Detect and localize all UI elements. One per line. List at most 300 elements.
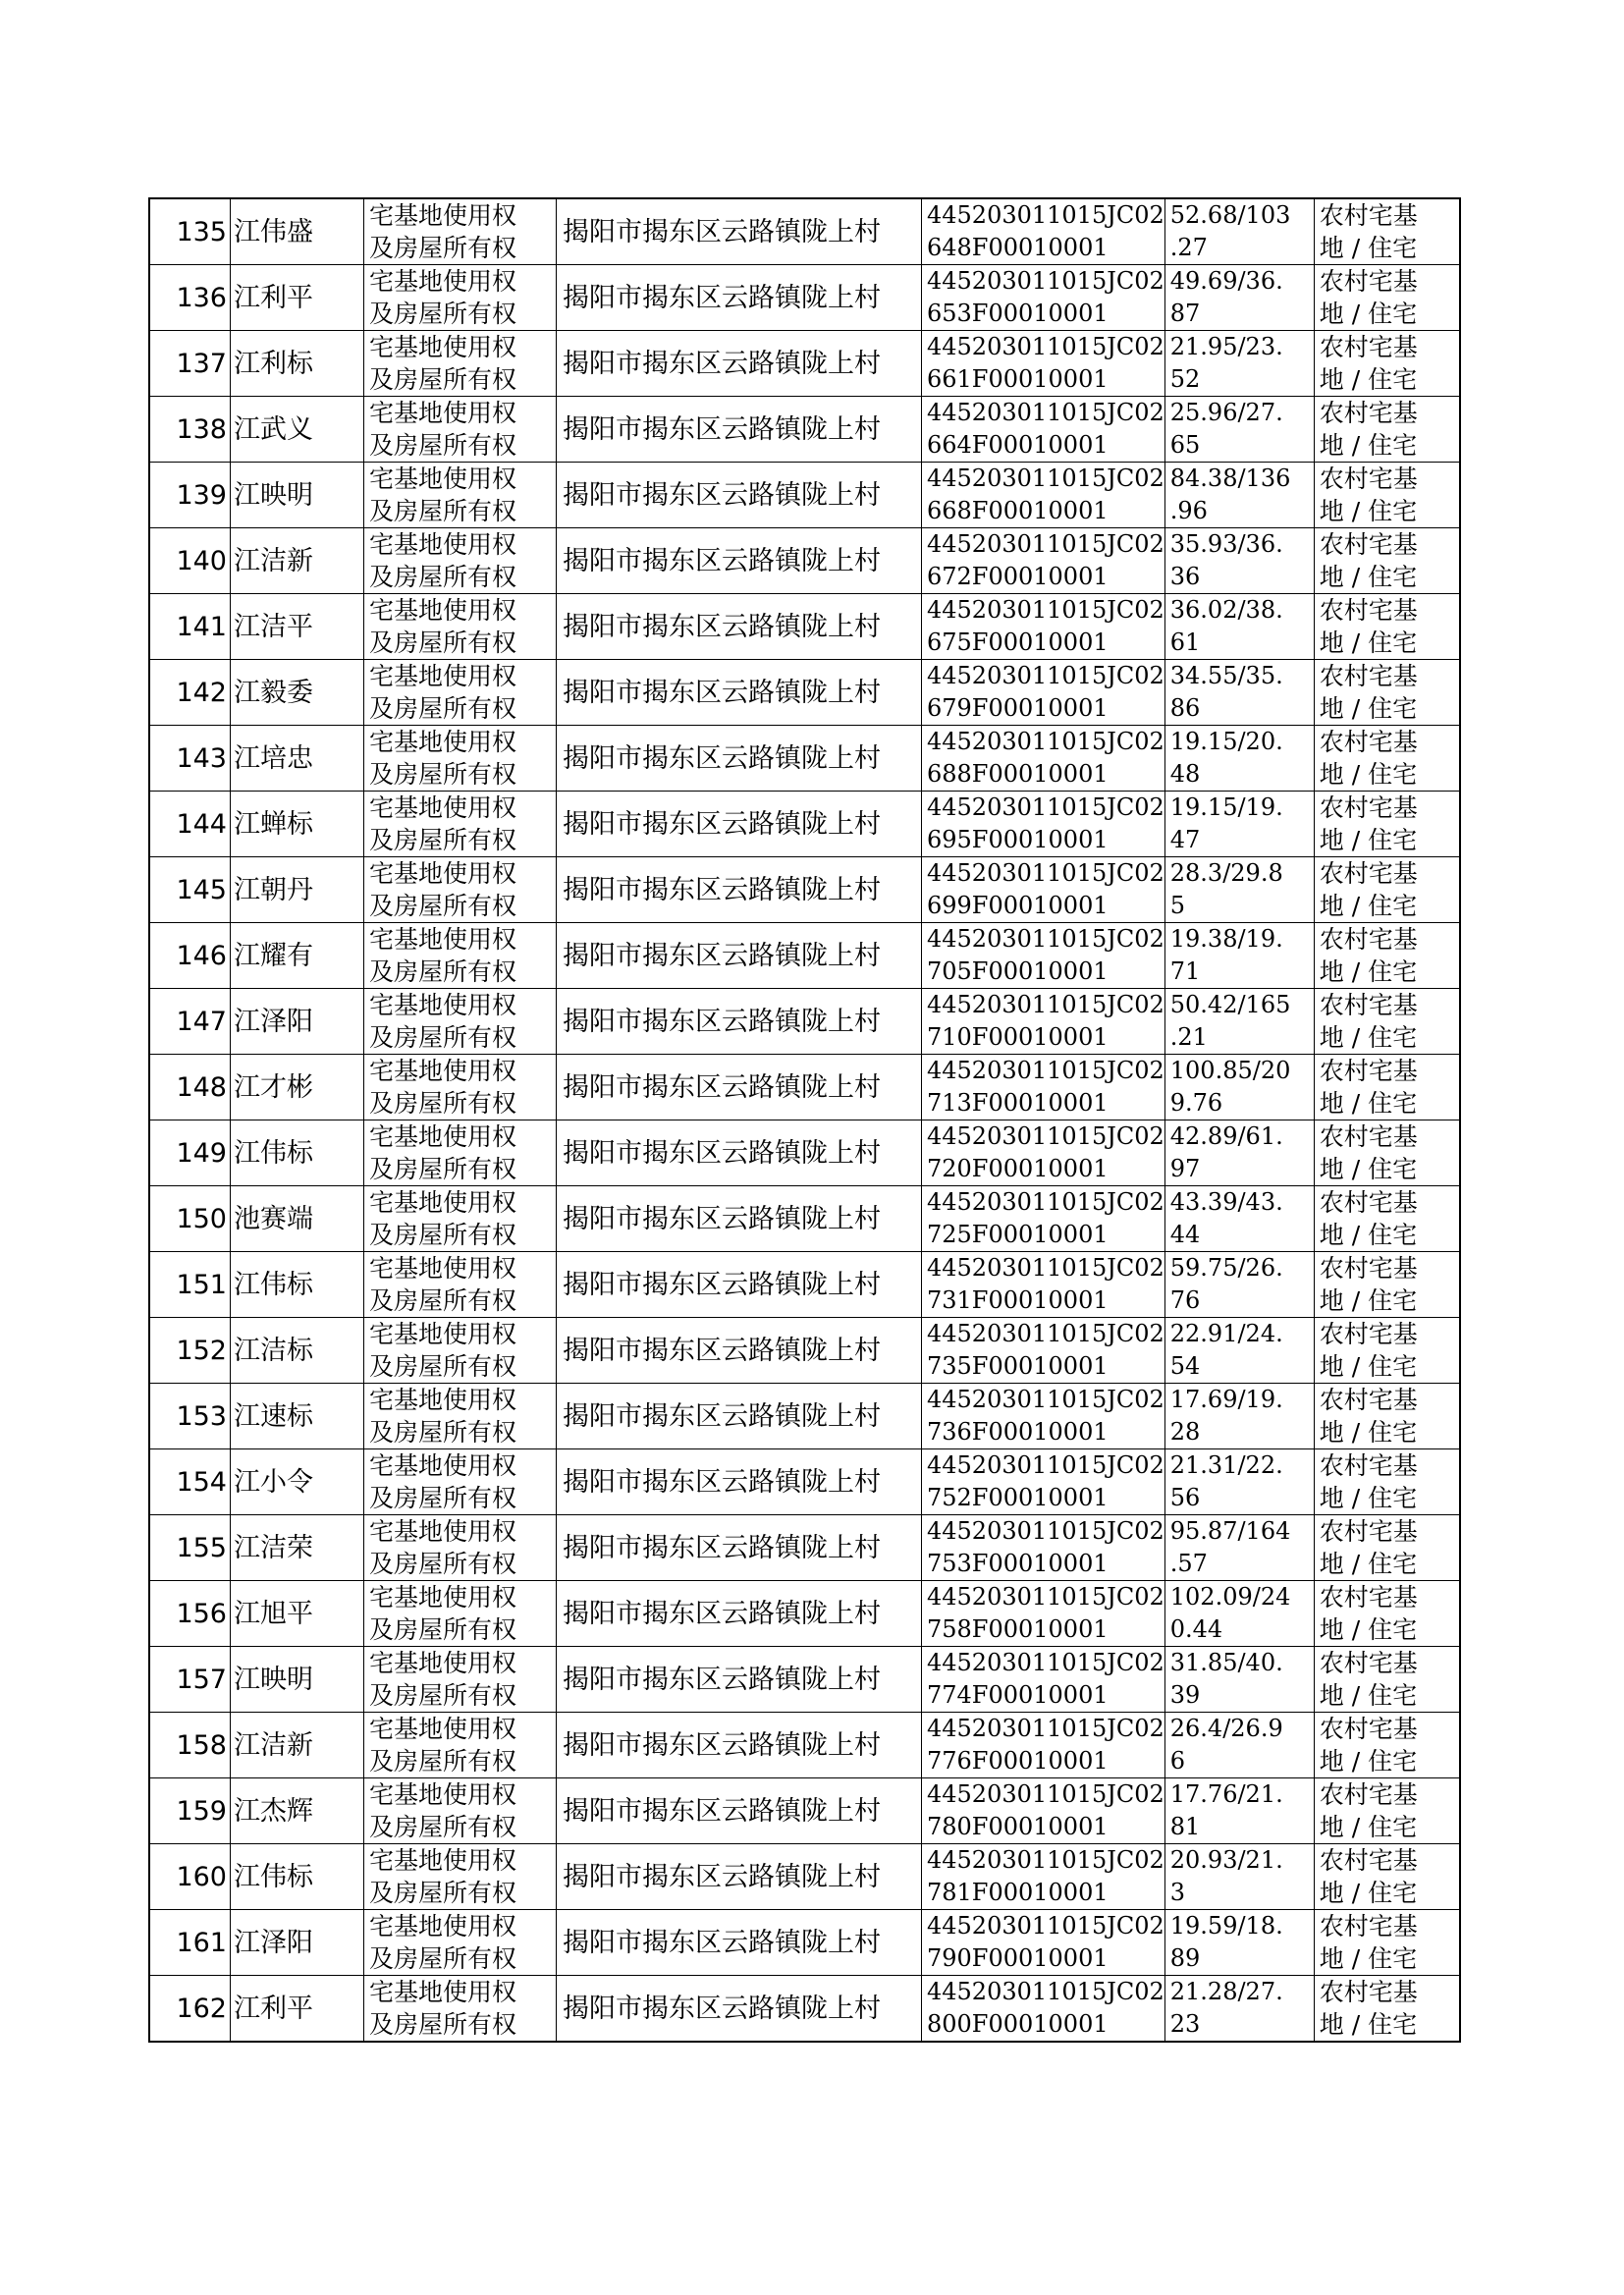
owner-name-cell: 江洁标 <box>231 1318 364 1384</box>
unit-number-line-2: 668F00010001 <box>927 497 1109 524</box>
owner-name-cell: 江利标 <box>231 331 364 397</box>
unit-number-cell <box>922 463 1165 528</box>
area-line-2: 44 <box>1169 1221 1201 1248</box>
area-line-1: 42.89/61. <box>1169 1122 1283 1150</box>
unit-number-cell <box>922 1515 1165 1581</box>
right-type-line-2: 及房屋所有权 <box>369 1089 517 1118</box>
unit-number-cell <box>922 792 1165 857</box>
area-line-2: 0.44 <box>1169 1615 1223 1643</box>
row-number-cell: 158 <box>149 1713 231 1778</box>
unit-number-cell <box>922 1384 1165 1449</box>
table-row <box>149 726 1460 792</box>
unit-number-line-1: 445203011015JC02 <box>927 201 1164 229</box>
unit-number-line-1: 445203011015JC02 <box>927 530 1164 558</box>
right-type-line-1: 宅基地使用权 <box>369 1846 517 1875</box>
right-type-line-2: 及房屋所有权 <box>369 1879 517 1907</box>
location-cell: 揭阳市揭东区云路镇陇上村 <box>557 1055 922 1120</box>
usage-line-1: 农村宅基 <box>1319 1649 1418 1677</box>
right-type-line-2: 及房屋所有权 <box>369 1681 517 1710</box>
usage-cell <box>1314 1778 1460 1844</box>
right-type-line-1: 宅基地使用权 <box>369 859 517 888</box>
right-type-line-2: 及房屋所有权 <box>369 628 517 657</box>
usage-line-2: 地 / 住宅 <box>1319 1484 1418 1512</box>
usage-line-1: 农村宅基 <box>1319 793 1418 822</box>
right-type-line-1: 宅基地使用权 <box>369 333 517 361</box>
usage-line-2: 地 / 住宅 <box>1319 234 1418 262</box>
usage-cell <box>1314 857 1460 923</box>
unit-number-line-2: 780F00010001 <box>927 1813 1109 1840</box>
row-number-cell: 146 <box>149 923 231 989</box>
usage-line-2: 地 / 住宅 <box>1319 1550 1418 1578</box>
unit-number-cell <box>922 1120 1165 1186</box>
unit-number-line-1: 445203011015JC02 <box>927 1583 1164 1611</box>
unit-number-line-1: 445203011015JC02 <box>927 1715 1164 1742</box>
right-type-cell <box>364 1515 557 1581</box>
right-type-line-2: 及房屋所有权 <box>369 1023 517 1052</box>
area-line-1: 84.38/136 <box>1169 464 1291 492</box>
usage-line-2: 地 / 住宅 <box>1319 957 1418 986</box>
unit-number-line-2: 725F00010001 <box>927 1221 1109 1248</box>
unit-number-line-1: 445203011015JC02 <box>927 1846 1164 1874</box>
unit-number-line-1: 445203011015JC02 <box>927 991 1164 1018</box>
location-cell: 揭阳市揭东区云路镇陇上村 <box>557 923 922 989</box>
right-type-line-2: 及房屋所有权 <box>369 760 517 789</box>
unit-number-line-1: 445203011015JC02 <box>927 793 1164 821</box>
usage-line-2: 地 / 住宅 <box>1319 1615 1418 1644</box>
row-number-cell: 159 <box>149 1778 231 1844</box>
unit-number-cell <box>922 726 1165 792</box>
area-line-2: 39 <box>1169 1681 1201 1709</box>
usage-cell <box>1314 660 1460 726</box>
unit-number-line-2: 720F00010001 <box>927 1155 1109 1182</box>
area-cell <box>1164 331 1314 397</box>
usage-cell <box>1314 265 1460 331</box>
location-cell: 揭阳市揭东区云路镇陇上村 <box>557 857 922 923</box>
location-cell: 揭阳市揭东区云路镇陇上村 <box>557 1120 922 1186</box>
area-line-2: 54 <box>1169 1352 1201 1380</box>
unit-number-line-1: 445203011015JC02 <box>927 925 1164 953</box>
area-line-2: 9.76 <box>1169 1089 1223 1117</box>
unit-number-line-1: 445203011015JC02 <box>927 596 1164 624</box>
right-type-cell <box>364 1252 557 1318</box>
usage-line-2: 地 / 住宅 <box>1319 892 1418 920</box>
unit-number-line-2: 699F00010001 <box>927 892 1109 919</box>
registry-table <box>148 197 1461 2043</box>
table-row <box>149 265 1460 331</box>
usage-line-2: 地 / 住宅 <box>1319 431 1418 460</box>
table-row <box>149 660 1460 726</box>
table-row <box>149 1120 1460 1186</box>
area-line-2: 6 <box>1169 1747 1186 1775</box>
area-line-2: 87 <box>1169 300 1201 327</box>
right-type-line-1: 宅基地使用权 <box>369 662 517 690</box>
right-type-line-2: 及房屋所有权 <box>369 957 517 986</box>
right-type-cell <box>364 923 557 989</box>
usage-line-1: 农村宅基 <box>1319 530 1418 559</box>
unit-number-cell <box>922 660 1165 726</box>
right-type-line-2: 及房屋所有权 <box>369 431 517 460</box>
usage-line-2: 地 / 住宅 <box>1319 1155 1418 1183</box>
row-number-cell: 148 <box>149 1055 231 1120</box>
usage-line-2: 地 / 住宅 <box>1319 1681 1418 1710</box>
unit-number-line-1: 445203011015JC02 <box>927 859 1164 887</box>
right-type-cell <box>364 1976 557 2043</box>
usage-line-1: 农村宅基 <box>1319 662 1418 690</box>
right-type-line-1: 宅基地使用权 <box>369 793 517 822</box>
right-type-line-1: 宅基地使用权 <box>369 1912 517 1940</box>
area-cell <box>1164 726 1314 792</box>
unit-number-line-2: 736F00010001 <box>927 1418 1109 1446</box>
usage-cell <box>1314 923 1460 989</box>
unit-number-cell <box>922 1318 1165 1384</box>
area-line-1: 102.09/24 <box>1169 1583 1291 1611</box>
location-cell: 揭阳市揭东区云路镇陇上村 <box>557 1713 922 1778</box>
location-cell: 揭阳市揭东区云路镇陇上村 <box>557 397 922 463</box>
right-type-cell <box>364 660 557 726</box>
unit-number-cell <box>922 331 1165 397</box>
usage-cell <box>1314 1844 1460 1910</box>
usage-line-1: 农村宅基 <box>1319 1780 1418 1809</box>
usage-line-1: 农村宅基 <box>1319 1451 1418 1480</box>
table-row <box>149 594 1460 660</box>
area-cell <box>1164 1844 1314 1910</box>
area-cell <box>1164 1252 1314 1318</box>
area-line-1: 31.85/40. <box>1169 1649 1283 1676</box>
unit-number-line-2: 679F00010001 <box>927 694 1109 722</box>
unit-number-line-2: 675F00010001 <box>927 628 1109 656</box>
location-cell: 揭阳市揭东区云路镇陇上村 <box>557 1252 922 1318</box>
right-type-cell <box>364 1910 557 1976</box>
unit-number-line-2: 758F00010001 <box>927 1615 1109 1643</box>
table-row <box>149 1318 1460 1384</box>
area-line-2: 5 <box>1169 892 1186 919</box>
location-cell: 揭阳市揭东区云路镇陇上村 <box>557 726 922 792</box>
table-row <box>149 1186 1460 1252</box>
area-cell <box>1164 397 1314 463</box>
area-line-2: 76 <box>1169 1286 1201 1314</box>
owner-name-cell: 江杰辉 <box>231 1778 364 1844</box>
location-cell: 揭阳市揭东区云路镇陇上村 <box>557 1186 922 1252</box>
row-number-cell: 135 <box>149 198 231 265</box>
right-type-line-2: 及房屋所有权 <box>369 1813 517 1841</box>
area-cell <box>1164 1318 1314 1384</box>
unit-number-line-2: 774F00010001 <box>927 1681 1109 1709</box>
area-line-2: 97 <box>1169 1155 1201 1182</box>
table-row <box>149 1713 1460 1778</box>
table-row <box>149 463 1460 528</box>
right-type-line-1: 宅基地使用权 <box>369 201 517 230</box>
row-number-cell: 150 <box>149 1186 231 1252</box>
owner-name-cell: 池赛端 <box>231 1186 364 1252</box>
owner-name-cell: 江映明 <box>231 1647 364 1713</box>
owner-name-cell: 江蝉标 <box>231 792 364 857</box>
usage-line-1: 农村宅基 <box>1319 399 1418 427</box>
right-type-line-1: 宅基地使用权 <box>369 1386 517 1414</box>
usage-line-2: 地 / 住宅 <box>1319 497 1418 525</box>
location-cell: 揭阳市揭东区云路镇陇上村 <box>557 792 922 857</box>
right-type-line-2: 及房屋所有权 <box>369 234 517 262</box>
area-cell <box>1164 660 1314 726</box>
right-type-line-1: 宅基地使用权 <box>369 267 517 296</box>
right-type-cell <box>364 1581 557 1647</box>
owner-name-cell: 江才彬 <box>231 1055 364 1120</box>
usage-line-1: 农村宅基 <box>1319 1386 1418 1414</box>
usage-line-1: 农村宅基 <box>1319 1583 1418 1612</box>
area-cell <box>1164 857 1314 923</box>
right-type-line-2: 及房屋所有权 <box>369 1615 517 1644</box>
usage-line-1: 农村宅基 <box>1319 1320 1418 1348</box>
usage-line-1: 农村宅基 <box>1319 1912 1418 1940</box>
unit-number-cell <box>922 989 1165 1055</box>
area-line-2: 48 <box>1169 760 1201 788</box>
right-type-line-1: 宅基地使用权 <box>369 728 517 756</box>
unit-number-cell <box>922 397 1165 463</box>
area-line-2: 86 <box>1169 694 1201 722</box>
right-type-cell <box>364 1844 557 1910</box>
right-type-line-2: 及房屋所有权 <box>369 1418 517 1447</box>
row-number-cell: 155 <box>149 1515 231 1581</box>
location-cell: 揭阳市揭东区云路镇陇上村 <box>557 1647 922 1713</box>
area-line-2: 23 <box>1169 2010 1201 2038</box>
owner-name-cell: 江培忠 <box>231 726 364 792</box>
usage-line-1: 农村宅基 <box>1319 201 1418 230</box>
unit-number-line-1: 445203011015JC02 <box>927 1320 1164 1347</box>
row-number-cell: 136 <box>149 265 231 331</box>
unit-number-line-1: 445203011015JC02 <box>927 1649 1164 1676</box>
row-number-cell: 162 <box>149 1976 231 2043</box>
usage-line-2: 地 / 住宅 <box>1319 1286 1418 1315</box>
right-type-cell <box>364 265 557 331</box>
area-line-1: 26.4/26.9 <box>1169 1715 1283 1742</box>
area-cell <box>1164 528 1314 594</box>
right-type-line-2: 及房屋所有权 <box>369 1484 517 1512</box>
owner-name-cell: 江利平 <box>231 265 364 331</box>
area-line-1: 22.91/24. <box>1169 1320 1283 1347</box>
unit-number-cell <box>922 1581 1165 1647</box>
area-cell <box>1164 463 1314 528</box>
area-line-2: .21 <box>1169 1023 1208 1051</box>
row-number-cell: 141 <box>149 594 231 660</box>
row-number-cell: 152 <box>149 1318 231 1384</box>
usage-cell <box>1314 1318 1460 1384</box>
owner-name-cell: 江速标 <box>231 1384 364 1449</box>
right-type-cell <box>364 397 557 463</box>
right-type-line-1: 宅基地使用权 <box>369 1320 517 1348</box>
unit-number-line-1: 445203011015JC02 <box>927 1386 1164 1413</box>
table-row <box>149 1647 1460 1713</box>
usage-line-1: 农村宅基 <box>1319 1057 1418 1085</box>
right-type-cell <box>364 1647 557 1713</box>
usage-line-1: 农村宅基 <box>1319 464 1418 493</box>
area-line-1: 19.15/19. <box>1169 793 1283 821</box>
area-line-1: 19.15/20. <box>1169 728 1283 755</box>
right-type-cell <box>364 1186 557 1252</box>
table-row <box>149 397 1460 463</box>
row-number-cell: 154 <box>149 1449 231 1515</box>
location-cell: 揭阳市揭东区云路镇陇上村 <box>557 1976 922 2043</box>
usage-cell <box>1314 463 1460 528</box>
usage-cell <box>1314 594 1460 660</box>
usage-line-1: 农村宅基 <box>1319 991 1418 1019</box>
row-number-cell: 144 <box>149 792 231 857</box>
area-line-1: 20.93/21. <box>1169 1846 1283 1874</box>
row-number-cell: 143 <box>149 726 231 792</box>
area-line-1: 19.38/19. <box>1169 925 1283 953</box>
owner-name-cell: 江洁荣 <box>231 1515 364 1581</box>
right-type-line-2: 及房屋所有权 <box>369 365 517 394</box>
unit-number-line-1: 445203011015JC02 <box>927 1517 1164 1545</box>
right-type-cell <box>364 1120 557 1186</box>
right-type-cell <box>364 1713 557 1778</box>
usage-line-1: 农村宅基 <box>1319 1978 1418 2006</box>
right-type-cell <box>364 528 557 594</box>
row-number-cell: 153 <box>149 1384 231 1449</box>
row-number-cell: 149 <box>149 1120 231 1186</box>
row-number-cell: 139 <box>149 463 231 528</box>
owner-name-cell: 江伟盛 <box>231 198 364 265</box>
usage-cell <box>1314 397 1460 463</box>
area-line-2: .27 <box>1169 234 1208 261</box>
area-cell <box>1164 1976 1314 2043</box>
owner-name-cell: 江洁新 <box>231 1713 364 1778</box>
area-cell <box>1164 1515 1314 1581</box>
area-cell <box>1164 198 1314 265</box>
usage-line-1: 农村宅基 <box>1319 1254 1418 1283</box>
table-body <box>149 198 1460 2042</box>
usage-cell <box>1314 726 1460 792</box>
area-cell <box>1164 265 1314 331</box>
area-cell <box>1164 792 1314 857</box>
usage-cell <box>1314 1252 1460 1318</box>
area-line-2: .96 <box>1169 497 1208 524</box>
usage-line-2: 地 / 住宅 <box>1319 694 1418 723</box>
table-row <box>149 1515 1460 1581</box>
unit-number-line-2: 713F00010001 <box>927 1089 1109 1117</box>
row-number-cell: 160 <box>149 1844 231 1910</box>
owner-name-cell: 江映明 <box>231 463 364 528</box>
usage-cell <box>1314 1976 1460 2043</box>
usage-cell <box>1314 198 1460 265</box>
unit-number-line-2: 672F00010001 <box>927 563 1109 590</box>
owner-name-cell: 江洁平 <box>231 594 364 660</box>
area-line-2: .57 <box>1169 1550 1208 1577</box>
unit-number-line-2: 790F00010001 <box>927 1944 1109 1972</box>
row-number-cell: 142 <box>149 660 231 726</box>
right-type-line-1: 宅基地使用权 <box>369 1780 517 1809</box>
area-line-1: 28.3/29.8 <box>1169 859 1283 887</box>
right-type-line-1: 宅基地使用权 <box>369 464 517 493</box>
unit-number-cell <box>922 1252 1165 1318</box>
usage-line-2: 地 / 住宅 <box>1319 2010 1418 2039</box>
usage-line-2: 地 / 住宅 <box>1319 1944 1418 1973</box>
unit-number-cell <box>922 528 1165 594</box>
area-cell <box>1164 1120 1314 1186</box>
area-line-2: 71 <box>1169 957 1201 985</box>
right-type-cell <box>364 331 557 397</box>
table-row <box>149 923 1460 989</box>
unit-number-line-1: 445203011015JC02 <box>927 464 1164 492</box>
right-type-line-2: 及房屋所有权 <box>369 1352 517 1381</box>
unit-number-line-1: 445203011015JC02 <box>927 333 1164 360</box>
usage-line-2: 地 / 住宅 <box>1319 300 1418 328</box>
usage-cell <box>1314 1647 1460 1713</box>
unit-number-cell <box>922 857 1165 923</box>
table-row <box>149 1976 1460 2043</box>
location-cell: 揭阳市揭东区云路镇陇上村 <box>557 1515 922 1581</box>
unit-number-cell <box>922 1713 1165 1778</box>
unit-number-line-2: 664F00010001 <box>927 431 1109 459</box>
area-cell <box>1164 1581 1314 1647</box>
usage-cell <box>1314 1581 1460 1647</box>
table-row <box>149 1778 1460 1844</box>
area-line-1: 34.55/35. <box>1169 662 1283 689</box>
right-type-line-1: 宅基地使用权 <box>369 1517 517 1546</box>
usage-line-1: 农村宅基 <box>1319 267 1418 296</box>
right-type-line-1: 宅基地使用权 <box>369 1451 517 1480</box>
right-type-line-1: 宅基地使用权 <box>369 1254 517 1283</box>
unit-number-line-2: 710F00010001 <box>927 1023 1109 1051</box>
usage-cell <box>1314 1186 1460 1252</box>
unit-number-cell <box>922 265 1165 331</box>
usage-cell <box>1314 1120 1460 1186</box>
right-type-line-1: 宅基地使用权 <box>369 399 517 427</box>
unit-number-cell <box>922 1910 1165 1976</box>
area-line-1: 17.76/21. <box>1169 1780 1283 1808</box>
owner-name-cell: 江伟标 <box>231 1844 364 1910</box>
right-type-line-2: 及房屋所有权 <box>369 892 517 920</box>
area-cell <box>1164 1055 1314 1120</box>
unit-number-line-2: 695F00010001 <box>927 826 1109 853</box>
owner-name-cell: 江耀有 <box>231 923 364 989</box>
usage-cell <box>1314 528 1460 594</box>
usage-line-1: 农村宅基 <box>1319 859 1418 888</box>
usage-cell <box>1314 1449 1460 1515</box>
usage-cell <box>1314 1384 1460 1449</box>
table-row <box>149 857 1460 923</box>
usage-cell <box>1314 989 1460 1055</box>
usage-line-2: 地 / 住宅 <box>1319 1221 1418 1249</box>
right-type-cell <box>364 857 557 923</box>
unit-number-line-1: 445203011015JC02 <box>927 1451 1164 1479</box>
unit-number-line-2: 705F00010001 <box>927 957 1109 985</box>
area-line-2: 36 <box>1169 563 1201 590</box>
owner-name-cell: 江伟标 <box>231 1120 364 1186</box>
area-line-2: 56 <box>1169 1484 1201 1511</box>
area-line-2: 52 <box>1169 365 1201 393</box>
usage-line-1: 农村宅基 <box>1319 1188 1418 1217</box>
usage-line-2: 地 / 住宅 <box>1319 1747 1418 1776</box>
usage-line-2: 地 / 住宅 <box>1319 1352 1418 1381</box>
area-line-1: 21.95/23. <box>1169 333 1283 360</box>
usage-line-2: 地 / 住宅 <box>1319 826 1418 854</box>
usage-line-2: 地 / 住宅 <box>1319 365 1418 394</box>
row-number-cell: 151 <box>149 1252 231 1318</box>
unit-number-line-1: 445203011015JC02 <box>927 1978 1164 2005</box>
area-cell <box>1164 923 1314 989</box>
unit-number-line-1: 445203011015JC02 <box>927 267 1164 295</box>
unit-number-line-1: 445203011015JC02 <box>927 1188 1164 1216</box>
location-cell: 揭阳市揭东区云路镇陇上村 <box>557 1384 922 1449</box>
area-line-1: 49.69/36. <box>1169 267 1283 295</box>
area-cell <box>1164 1647 1314 1713</box>
table-row <box>149 198 1460 265</box>
unit-number-cell <box>922 1186 1165 1252</box>
usage-cell <box>1314 331 1460 397</box>
usage-line-1: 农村宅基 <box>1319 728 1418 756</box>
unit-number-line-2: 648F00010001 <box>927 234 1109 261</box>
right-type-line-1: 宅基地使用权 <box>369 596 517 625</box>
table-row <box>149 331 1460 397</box>
